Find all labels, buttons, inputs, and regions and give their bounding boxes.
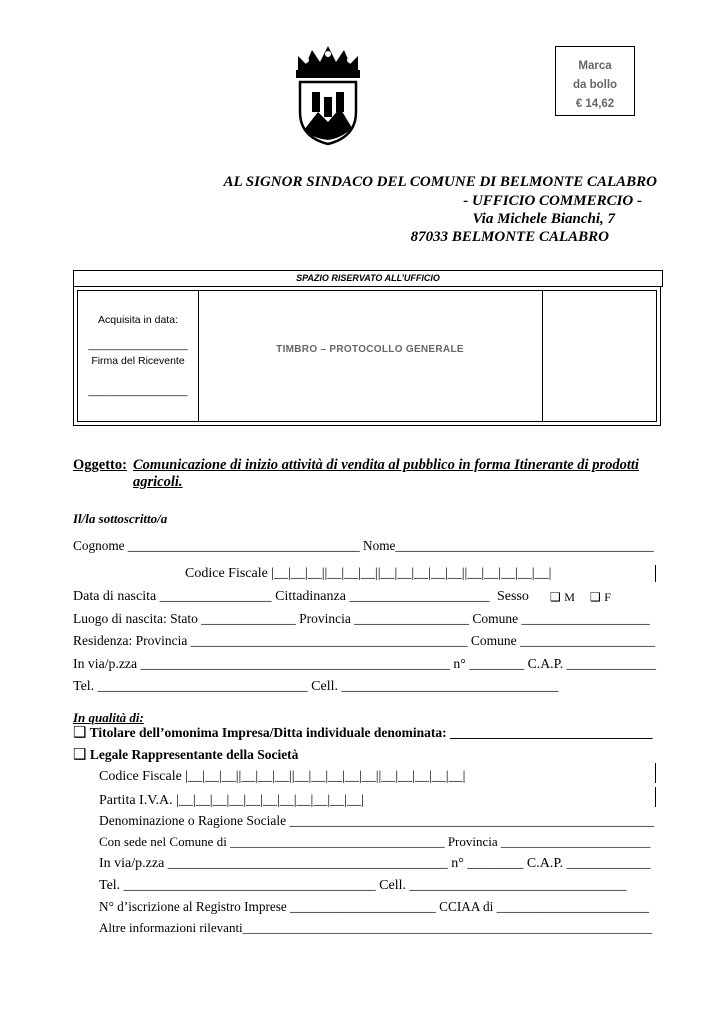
checkbox-icon: ❑: [550, 590, 561, 604]
checkbox-icon[interactable]: ❑: [73, 745, 87, 763]
acquired-date-line: _________________: [88, 339, 188, 351]
stamp-line-1: Marca: [578, 60, 612, 72]
subject-label: Oggetto:: [73, 457, 127, 473]
company-name-field[interactable]: Denominazione o Ragione Sociale ______________________________________________________: [99, 813, 654, 828]
birth-citizenship-field[interactable]: Data di nascita ________________ Cittadinanza ____________________: [73, 589, 490, 604]
stamp-line-2: da bollo: [572, 79, 618, 91]
legal-rep-option[interactable]: ❑ Legale Rappresentante della Società: [73, 745, 299, 763]
address-line-2: - UFFICIO COMMERCIO -: [463, 193, 642, 209]
receiver-signature-label: Firma del Ricevente: [91, 355, 185, 367]
address-line-3: Via Michele Bianchi, 7: [472, 211, 615, 227]
acquired-date-label: Acquisita in data:: [98, 314, 178, 326]
residence-field[interactable]: Residenza: Provincia _________________________________________ Comune ____________________: [73, 633, 655, 648]
receiver-signature-line: _________________: [88, 385, 188, 397]
phone-field[interactable]: Tel. ______________________________ Cell. _______________________________: [73, 679, 559, 694]
vat-number-end-bar: [655, 787, 656, 807]
street-field[interactable]: In via/p.zza _____________________________________________ n° ________ C.A.P. _____________: [73, 656, 656, 671]
address-line-1: AL SIGNOR SINDACO DEL COMUNE DI BELMONTE CALABRO: [223, 174, 657, 190]
sex-label: Sesso: [497, 589, 529, 604]
capacity-title: In qualità di:: [73, 710, 144, 725]
address-line-4: 87033 BELMONTE CALABRO: [410, 229, 609, 245]
surname-name-field[interactable]: Cognome ___________________________________ Nome_______________________________________: [73, 538, 654, 553]
checkbox-icon[interactable]: ❑: [73, 723, 87, 741]
revenue-stamp-box: [555, 46, 635, 116]
company-tax-code-field[interactable]: Codice Fiscale |__|__|__||__|__|__||__|__|__|__|__||__|__|__|__|__|: [99, 769, 466, 784]
tax-code-end-bar: [655, 565, 656, 582]
undersigned-label: Il/la sottoscritto/a: [73, 511, 168, 526]
office-reserved-title: SPAZIO RISERVATO ALL’UFFICIO: [73, 270, 663, 287]
sex-option-f[interactable]: ❑ F: [590, 590, 611, 604]
vat-number-field[interactable]: Partita I.V.A. |__|__|__|__|__|__|__|__|__|__|__|: [99, 793, 364, 808]
other-info-field[interactable]: Altre informazioni rilevanti_______________________________________________________________: [99, 920, 653, 935]
tax-code-field[interactable]: Codice Fiscale |__|__|__||__|__|__||__|__|__|__|__||__|__|__|__|__|: [185, 566, 552, 581]
company-street-field[interactable]: In via/p.zza ________________________________________ n° ________ C.A.P. ____________: [99, 856, 651, 871]
checkbox-icon: ❑: [590, 590, 601, 604]
owner-option[interactable]: ❑ Titolare dell’omonima Impresa/Ditta individuale denominata: ______________________________: [73, 723, 653, 741]
company-seat-field[interactable]: Con sede nel Comune di _________________________________ Provincia _______________________: [99, 834, 651, 849]
coat-of-arms-icon: [288, 42, 368, 147]
sex-option-m[interactable]: ❑ M: [550, 590, 575, 604]
protocol-stamp-area: TIMBRO – PROTOCOLLO GENERALE: [276, 344, 464, 355]
birthplace-field[interactable]: Luogo di nascita: Stato ______________ Provincia _________________ Comune ___________________: [73, 611, 650, 626]
subject-line-1: Comunicazione di inizio attività di vendita al pubblico in forma Itinerante di prodotti: [133, 457, 639, 473]
stamp-line-3: € 14,62: [575, 98, 615, 110]
company-phone-field[interactable]: Tel. ____________________________________ Cell. _______________________________: [99, 878, 627, 893]
registry-field[interactable]: N° d’iscrizione al Registro Imprese ______________________ CCIAA di _______________________: [99, 899, 649, 914]
office-reserved-box: [73, 286, 661, 426]
company-tax-code-end-bar: [655, 763, 656, 783]
subject-line-2: agricoli.: [133, 474, 183, 490]
